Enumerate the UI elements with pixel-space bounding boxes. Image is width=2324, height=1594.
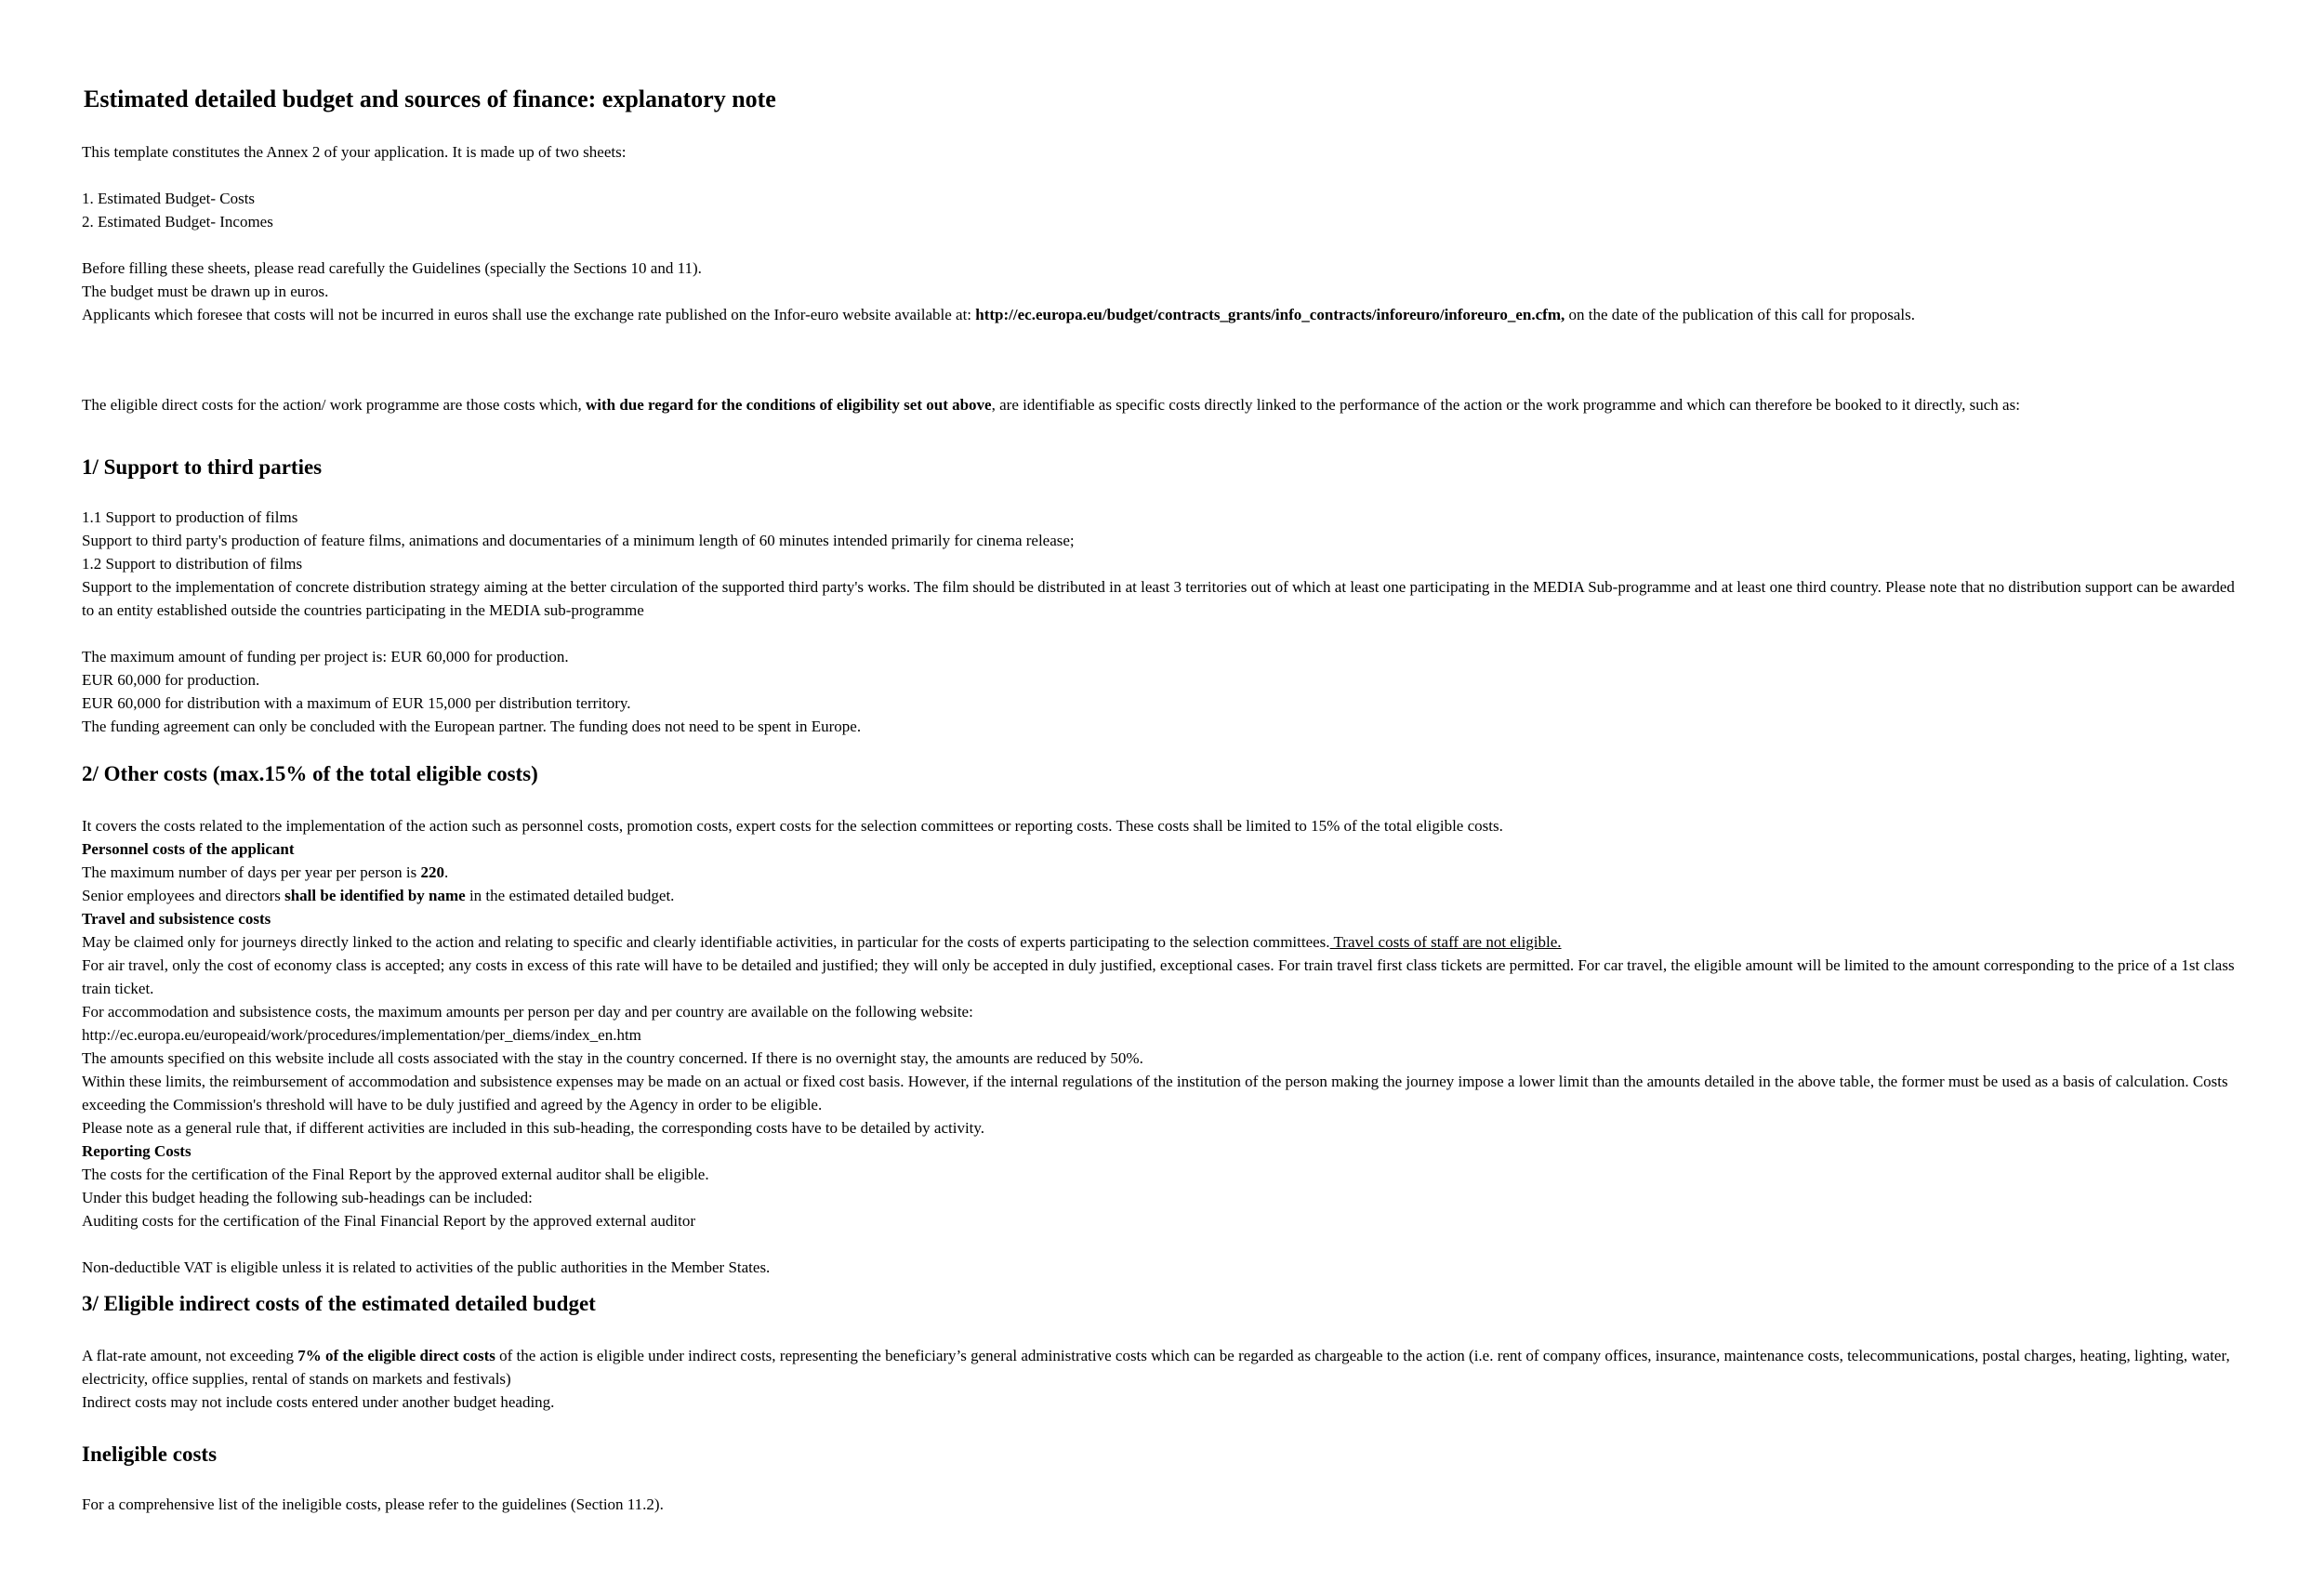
- template-note: This template constitutes the Annex 2 of your application. It is made up of two sheets:: [82, 143, 627, 161]
- indirect-costs-note-2: Indirect costs may not include costs entered under another budget heading.: [82, 1393, 555, 1411]
- exchange-rate-note: [82, 303, 2257, 326]
- travel-note-2: For air travel, only the cost of economy class is accepted; any costs in excess of this rate will have to be detailed and justified; they will only be accepted in duly justified, exceptional cases. For train travel first class tickets are permitted. For car travel, the eligible amount will be limited to the amount corresponding to the price of a 1st class train ticket.: [82, 956, 2235, 997]
- indirect-bold: 7% of the eligible direct costs: [297, 1347, 495, 1364]
- eligible-direct-bold: with due regard for the conditions of eligibility set out above: [585, 396, 992, 414]
- eligible-direct-block: [82, 393, 2324, 416]
- eligible-direct-prefix: The eligible direct costs for the action/ work programme are those costs which,: [82, 396, 586, 414]
- page-title: Estimated detailed budget and sources of finance: explanatory note: [84, 86, 776, 112]
- max-funding-2: EUR 60,000 for production.: [82, 671, 260, 689]
- reporting-title: Reporting Costs: [82, 1142, 191, 1160]
- section-3-heading: 3/ Eligible indirect costs of the estimated detailed budget: [82, 1292, 596, 1315]
- indirect-prefix: A flat-rate amount, not exceeding: [82, 1347, 298, 1364]
- indirect-costs-note: [82, 1344, 2257, 1390]
- section-3-block: [82, 1344, 2257, 1414]
- senior-suffix: in the estimated detailed budget.: [465, 887, 675, 904]
- indirect-suffix: of the action is eligible under indirect costs, representing the beneficiary’s general administrative costs which can be regarded as chargeable to the action (i.e. rent of company offices, insurance, maintenance costs, telecommunications, postal charges, heating, lighting, water, electricity, office supplies, rental of stands on markets and festivals): [82, 1347, 2230, 1388]
- travel-note-5: Within these limits, the reimbursement of accommodation and subsistence expenses may be made on an actual or fixed cost basis. However, if the internal regulations of the institution of the person making the journey impose a lower limit than the amounts detailed in the above table, the former must be used as a basis of calculation. Costs exceeding the Commission's threshold will have to be duly justified and agreed by the Agency in order to be eligible.: [82, 1073, 2228, 1113]
- senior-bold: shall be identified by name: [284, 887, 466, 904]
- personnel-days-prefix: The maximum number of days per year per person is: [82, 863, 421, 881]
- sub-1-text: Support to third party's production of feature films, animations and documentaries of a minimum length of 60 minutes intended primarily for cinema release;: [82, 532, 1075, 549]
- eligible-direct-note: [82, 393, 2324, 416]
- ineligible-block: [82, 1493, 2257, 1516]
- sub-2-title: 1.2 Support to distribution of films: [82, 555, 303, 573]
- sheet-item-costs: 1. Estimated Budget- Costs: [82, 190, 256, 207]
- personnel-days-suffix: .: [443, 863, 449, 881]
- max-funding-4: The funding agreement can only be concluded with the European partner. The funding does not need to be spent in Europe.: [82, 718, 862, 735]
- personnel-title: Personnel costs of the applicant: [82, 840, 295, 858]
- reporting-note-3: Auditing costs for the certification of the Final Financial Report by the approved external auditor: [82, 1212, 695, 1230]
- ineligible-note: For a comprehensive list of the ineligible costs, please refer to the guidelines (Section 11.2).: [82, 1495, 664, 1513]
- travel-note-3: For accommodation and subsistence costs, the maximum amounts per person per day and per country are available on the following website:: [82, 1003, 973, 1021]
- inforeuro-link[interactable]: http://ec.europa.eu/budget/contracts_grants/info_contracts/inforeuro/inforeuro_en.cfm,: [975, 306, 1565, 323]
- section-2-block: [82, 814, 2257, 1279]
- other-costs-intro: It covers the costs related to the implementation of the action such as personnel costs, promotion costs, expert costs for the selection committees or reporting costs. These costs shall be limited to 15% of the total eligible costs.: [82, 817, 1503, 835]
- travel-note-4: The amounts specified on this website include all costs associated with the stay in the country concerned. If there is no overnight stay, the amounts are reduced by 50%.: [82, 1049, 1143, 1067]
- sub-1-title: 1.1 Support to production of films: [82, 508, 298, 526]
- reporting-note-2: Under this budget heading the following sub-headings can be included:: [82, 1189, 533, 1206]
- personnel-days-value: 220: [420, 863, 444, 881]
- sub-2-text: Support to the implementation of concrete distribution strategy aiming at the better circulation of the supported third party's works. The film should be distributed in at least 3 territories out of which at least one participating in the MEDIA Sub-programme and at least one third country. Please note that no distribution support can be awarded to an entity established outside the countries participating in the MEDIA sub-programme: [82, 578, 2235, 619]
- travel-staff-not-eligible: Travel costs of staff are not eligible.: [1329, 933, 1562, 951]
- travel-note-1-text: May be claimed only for journeys directly linked to the action and relating to specific and clearly identifiable activities, in particular for the costs of experts participating to the selection committees.: [82, 933, 1330, 951]
- reporting-note-1: The costs for the certification of the Final Report by the approved external auditor shall be eligible.: [82, 1166, 709, 1183]
- exchange-prefix: Applicants which foresee that costs will not be incurred in euros shall use the exchange rate published on the Infor-euro website available at:: [82, 306, 976, 323]
- vat-note: Non-deductible VAT is eligible unless it is related to activities of the public authorities in the Member States.: [82, 1258, 771, 1276]
- travel-note-6: Please note as a general rule that, if different activities are included in this sub-heading, the corresponding costs have to be detailed by activity.: [82, 1119, 985, 1137]
- travel-title: Travel and subsistence costs: [82, 910, 271, 928]
- section-1-block: [82, 506, 2238, 738]
- personnel-days: [82, 861, 2257, 884]
- per-diems-link[interactable]: http://ec.europa.eu/europeaid/work/procedures/implementation/per_diems/index_en.htm: [82, 1026, 641, 1044]
- section-1-heading: 1/ Support to third parties: [82, 455, 323, 479]
- guidelines-note: Before filling these sheets, please read carefully the Guidelines (specially the Sections 10 and 11).: [82, 259, 702, 277]
- euros-note: The budget must be drawn up in euros.: [82, 283, 329, 300]
- travel-note-1: [82, 930, 2257, 954]
- senior-prefix: Senior employees and directors: [82, 887, 285, 904]
- sheet-item-incomes: 2. Estimated Budget- Incomes: [82, 213, 273, 231]
- section-2-heading: 2/ Other costs (max.15% of the total eligible costs): [82, 762, 538, 785]
- eligible-direct-suffix: , are identifiable as specific costs directly linked to the performance of the action or the work programme and which can therefore be booked to it directly, such as:: [991, 396, 2020, 414]
- max-funding-3: EUR 60,000 for distribution with a maximum of EUR 15,000 per distribution territory.: [82, 694, 631, 712]
- exchange-suffix: on the date of the publication of this call for proposals.: [1565, 306, 1915, 323]
- max-funding-1: The maximum amount of funding per project is: EUR 60,000 for production.: [82, 648, 569, 665]
- intro-block: [82, 140, 2257, 326]
- senior-note: [82, 884, 2257, 907]
- ineligible-heading: Ineligible costs: [82, 1443, 218, 1466]
